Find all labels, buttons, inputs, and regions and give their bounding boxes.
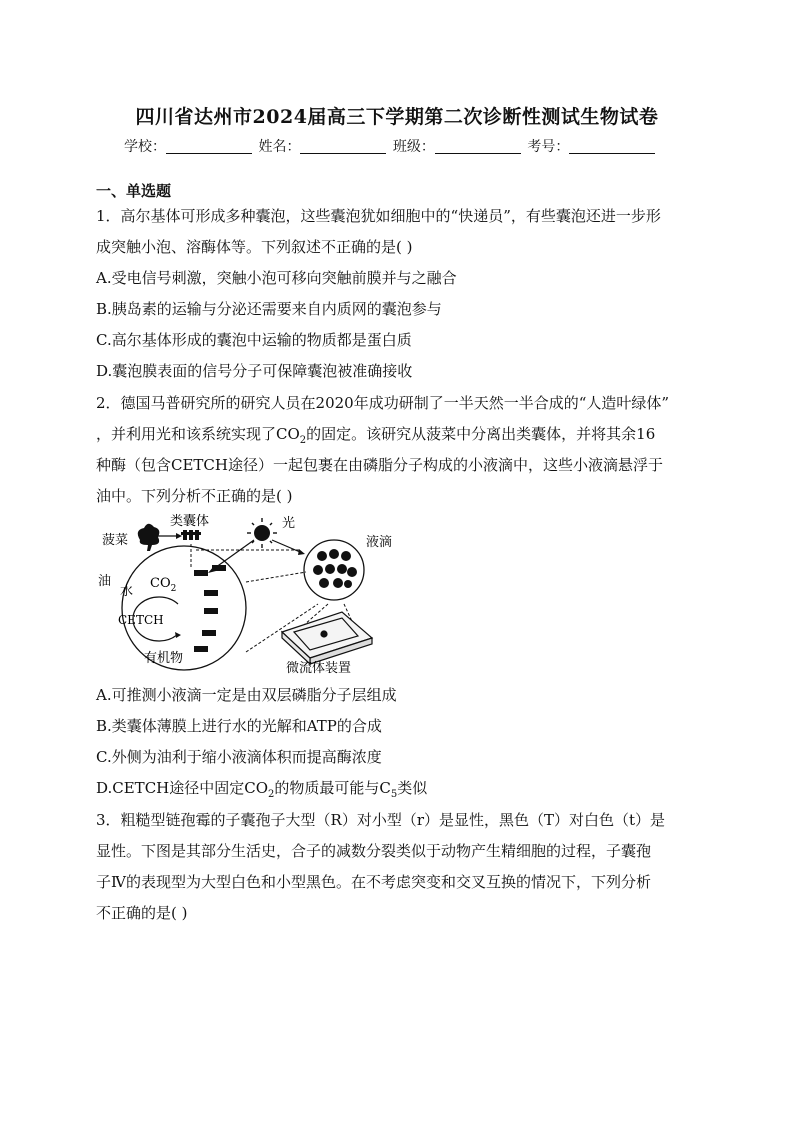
number-blank[interactable] (569, 139, 655, 154)
q2-stem-line2: ，并利用光和该系统实现了$CO_2$的固定。该研究从菠菜中分离出类囊体，并将其余16 (96, 425, 656, 446)
q3-stem-line2: 显性。下图是其部分生活史，合子的减数分裂类似于动物产生精细胞的过程，子囊孢 (96, 842, 652, 860)
name-blank[interactable] (300, 139, 386, 154)
q2-stem-line4: 油中。下列分析不正确的是( ) (96, 487, 293, 505)
page-title: 四川省达州市2024届高三下学期第二次诊断性测试生物试卷 (135, 106, 659, 128)
q2-option-d[interactable]: D.CETCH途径中固定$CO_2$的物质最可能与$C_5$类似 (96, 779, 428, 800)
organic-label: 有机物 (144, 651, 184, 666)
q1-option-b[interactable]: B.胰岛素的运输与分泌还需要来自内质网的囊泡参与 (96, 300, 442, 318)
class-label: 班级： (392, 139, 435, 155)
student-info-row (124, 136, 657, 156)
class-blank[interactable] (435, 139, 521, 154)
oil-label: 油 (98, 574, 112, 589)
thylakoid-label: 类囊体 (170, 514, 210, 529)
school-label: 学校： (124, 139, 166, 155)
q3-stem-line3: 子Ⅳ的表现型为大型白色和小型黑色。在不考虑突变和交叉互换的情况下，下列分析 (96, 873, 651, 891)
inner-thylakoids (194, 565, 226, 652)
q2-option-c[interactable]: C.外侧为油利于缩小液滴体积而提高酶浓度 (96, 748, 382, 766)
q1-option-a[interactable]: A.受电信号刺激，突触小泡可移向突触前膜并与之融合 (96, 269, 457, 287)
q3-stem-line4: 不正确的是( ) (96, 904, 188, 922)
cetch-label: CETCH (118, 613, 164, 627)
thylakoid-icon (181, 530, 201, 540)
q1-option-c[interactable]: C.高尔基体形成的囊泡中运输的物质都是蛋白质 (96, 331, 412, 349)
light-label: 光 (282, 516, 296, 531)
q3-stem-line1: 3．粗糙型链孢霉的子囊孢子大型（R）对小型（r）是显性，黑色（T）对白色（t）是 (96, 811, 666, 829)
microfluidic-device-icon (282, 612, 372, 664)
q1-stem-line1: 1．高尔基体可形成多种囊泡，这些囊泡犹如细胞中的“快递员”，有些囊泡还进一步形 (96, 207, 661, 225)
q1-option-d[interactable]: D.囊泡膜表面的信号分子可保障囊泡被准确接收 (96, 362, 413, 380)
section-heading: 一、单选题 (96, 182, 172, 200)
sun-icon (247, 518, 277, 548)
device-label: 微流体装置 (286, 661, 352, 676)
water-label: 水 (120, 584, 134, 599)
q2-stem-line1: 2．德国马普研究所的研究人员在2020年成功研制了一半天然一半合成的“人造叶绿体” (96, 394, 670, 412)
q1-stem-line2: 成突触小泡、溶酶体等。下列叙述不正确的是( ) (96, 238, 413, 256)
artificial-chloroplast-diagram (96, 512, 396, 677)
number-label: 考号： (527, 139, 570, 155)
spinach-icon (138, 524, 160, 551)
co2-label: $CO_2$ (150, 576, 177, 594)
q2-stem-line3: 种酶（包含CETCH途径）一起包裹在由磷脂分子构成的小液滴中，这些小液滴悬浮于 (96, 456, 663, 474)
q2-option-b[interactable]: B.类囊体薄膜上进行水的光解和ATP的合成 (96, 717, 382, 735)
school-blank[interactable] (166, 139, 252, 154)
droplet-dots (313, 549, 357, 588)
droplet-label: 液滴 (366, 535, 393, 550)
name-label: 姓名： (258, 139, 301, 155)
spinach-label: 菠菜 (102, 533, 129, 548)
q2-option-a[interactable]: A.可推测小液滴一定是由双层磷脂分子层组成 (96, 686, 397, 704)
